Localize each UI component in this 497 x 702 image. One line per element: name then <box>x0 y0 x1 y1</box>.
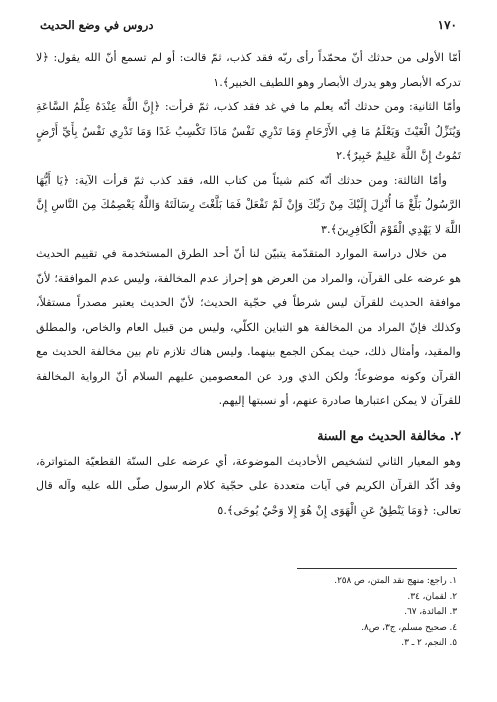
footnote-3: ٣. المائدة، ٦٧. <box>404 607 457 618</box>
page-number: ١٧٠ <box>437 18 457 32</box>
paragraph-2: وأمّا الثانية: ومن حدثك أنّه يعلم ما في غد فقد كذب، ثمّ قرأت: ﴿إِنَّ اللَّهَ عِنْدَهُ عِلْمُ السَّاعَةِ وَيُنَزِّلُ الْغَيْثَ وَيَعْلَمُ مَا فِي الأَرْحَامِ وَمَا تَدْرِي نَفْسٌ مَاذَا تَكْسِبُ غَدًا وَمَا تَدْرِي نَفْسٌ بِأَيِّ أَرْضٍ تَمُوتُ إِنَّ اللَّهَ عَلِيمٌ خَبِيرٌ﴾.٢ <box>36 100 461 162</box>
page-body <box>36 46 461 523</box>
footnote-2: ٢. لقمان، ٣٤. <box>407 591 457 602</box>
running-title: دروس في وضع الحديث <box>40 18 154 32</box>
paragraph-4: من خلال دراسة الموارد المتقدّمة يتبيّن لنا أنّ أحد الطرق المستخدمة في تقييم الحديث هو عرضه على القرآن، والمراد من العرض هو إحراز عدم المخالفة، وليس عدم الموافقة؛ لأنّ موافقة الحديث للقرآن ليس شرطاً في حجّية الحديث؛ لأنّ الحديث يعتبر مصدراً مستقلاً، وكذلك فإنّ المراد من المخالفة هو التباين الكلّي، وليس من قبيل العام والخاص، والمطلق والمقيد، وأمثال ذلك، حيث يمكن الجمع بينهما. وليس هناك تلازم تام بين مخالفة الحديث مع القرآن وكونه موضوعاً؛ ولكن الذي ورد عن المعصومين عليهم السلام أنّ الرواية المخالفة للقرآن لا يمكن اعتبارها صادرة عنهم، أو نسبتها إليهم. <box>36 247 461 407</box>
footnote-1: ١. راجع: منهج نقد المتن، ص ٢٥٨. <box>334 576 457 586</box>
footnotes <box>200 574 457 652</box>
footnote-5: ٥. النجم، ٢ ـ ٣. <box>401 638 457 649</box>
paragraph-1: أمّا الأولى من حدثك أنّ محمّداً رأى ربّه فقد كذب، ثمّ قالت: أو لم تسمع أنّ الله يقول: ﴿لا تدركه الأبصار وهو يدرك الأبصار وهو اللطيف الخبير﴾.١ <box>36 51 461 89</box>
footnote-separator <box>297 568 457 569</box>
running-header <box>40 16 457 34</box>
section-paragraph: وهو المعيار الثاني لتشخيص الأحاديث الموضوعة، أي عرضه على السنّة القطعيّة المتواترة، وقد أكّد القرآن الكريم في آيات متعددة على حجّية كلام الرسول صلّى الله عليه وآله قال تعالى: ﴿وَمَا يَنْطِقُ عَنِ الْهَوَى إِنْ هُوَ إِلا وَحْيٌ يُوحَى﴾.٥ <box>36 454 461 517</box>
section-heading: ٢. مخالفة الحديث مع السنة <box>317 427 461 443</box>
paragraph-3: وأمّا الثالثة: ومن حدثك أنّه كتم شيئاً من كتاب الله، فقد كذب ثمّ قرأت الآية: ﴿يَا أَيُّهَا الرَّسُولُ بَلِّغْ مَا أُنْزِلَ إِلَيْكَ مِنْ رَبِّكَ وَإِنْ لَمْ تَفْعَلْ فَمَا بَلَّغْتَ رِسَالَتَهُ وَاللَّهُ يَعْصِمُكَ مِنَ النَّاسِ إِنَّ اللَّهَ لا يَهْدِي الْقَوْمَ الْكَافِرِينَ﴾.٣ <box>36 173 461 236</box>
footnote-4: ٤. صحيح مسلم، ج٣، ص٨. <box>361 622 457 633</box>
